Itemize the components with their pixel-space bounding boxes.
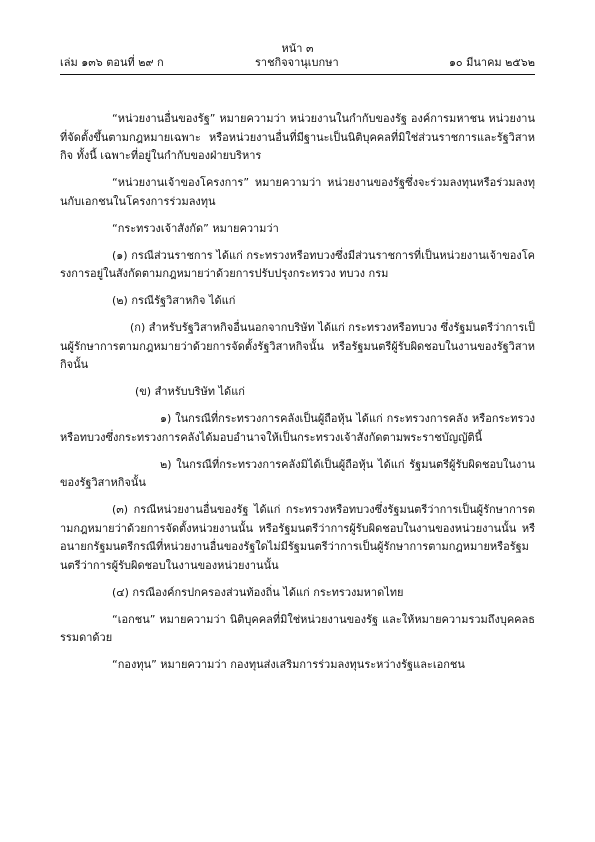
body-paragraph: (๑) กรณีส่วนราชการ ได้แก่ กระทรวงหรือทบวงซึ่งมีส่วนราชการที่เป็นหน่วยงานเจ้าของโครงการอยู่ในสังกัดตามกฎหมายว่าด้วยการปรับปรุงกระทรวง ทบวง กรม	[60, 248, 535, 280]
issue-number: เล่ม ๑๓๖ ตอนที่ ๒๙ ก	[60, 56, 164, 69]
header-rule	[60, 74, 535, 75]
gazette-header	[60, 56, 535, 74]
body-paragraph: “หน่วยงานอื่นของรัฐ” หมายความว่า หน่วยงานในกำกับของรัฐ องค์การมหาชน หน่วยงานที่จัดตั้งขึ้นตามกฎหมายเฉพาะ หรือหน่วยงานอื่นที่มีฐานะเป็นนิติบุคคลที่มิใช่ส่วนราชการและรัฐวิสาหกิจ ทั้งนี้ เฉพาะที่อยู่ในกำกับของฝ่ายบริหาร	[60, 112, 535, 162]
body-paragraph: (๓) กรณีหน่วยงานอื่นของรัฐ ได้แก่ กระทรวงหรือทบวงซึ่งรัฐมนตรีว่าการเป็นผู้รักษาการตามกฎหมายว่าด้วยการจัดตั้งหน่วยงานนั้น หรือรัฐมนตรีว่าการผู้รับผิดชอบในงานของหน่วยงานนั้น หรือนายกรัฐมนตรีกรณีที่หน่วยงานอื่นของรัฐใดไม่มีรัฐมนตรีว่าการเป็นผู้รักษาการตามกฎหมายหรือรัฐมนตรีว่าการผู้รับผิดชอบในงานของหน่วยงานนั้น	[60, 503, 535, 572]
body-paragraph: ๑) ในกรณีที่กระทรวงการคลังเป็นผู้ถือหุ้น ได้แก่ กระทรวงการคลัง หรือกระทรวงหรือทบวงซึ่งกระทรวงการคลังได้มอบอำนาจให้เป็นกระทรวงเจ้าสังกัดตามพระราชบัญญัตินี้	[60, 412, 535, 444]
page-number: หน้า ๓	[281, 42, 314, 55]
body-paragraph: “เอกชน” หมายความว่า นิติบุคคลที่มิใช่หน่วยงานของรัฐ และให้หมายความรวมถึงบุคคลธรรมดาด้วย	[60, 612, 535, 644]
publication-date: ๑๐ มีนาคม ๒๕๖๒	[448, 56, 535, 69]
body-paragraph: “หน่วยงานเจ้าของโครงการ” หมายความว่า หน่วยงานของรัฐซึ่งจะร่วมลงทุนหรือร่วมลงทุนกับเอกชนในโครงการร่วมลงทุน	[60, 176, 535, 208]
body-paragraph: (ข) สำหรับบริษัท ได้แก่	[135, 385, 245, 398]
body-paragraph: (๒) กรณีรัฐวิสาหกิจ ได้แก่	[112, 294, 236, 307]
document-body	[60, 110, 535, 683]
gazette-name: ราชกิจจานุเบกษา	[255, 56, 339, 69]
body-paragraph: “กองทุน” หมายความว่า กองทุนส่งเสริมการร่วมลงทุนระหว่างรัฐและเอกชน	[112, 658, 465, 671]
body-paragraph: (๔) กรณีองค์กรปกครองส่วนท้องถิ่น ได้แก่ กระทรวงมหาดไทย	[112, 585, 404, 599]
body-paragraph: (ก) สำหรับรัฐวิสาหกิจอื่นนอกจากบริษัท ได้แก่ กระทรวงหรือทบวง ซึ่งรัฐมนตรีว่าการเป็นผู้รักษาการตามกฎหมายว่าด้วยการจัดตั้งรัฐวิสาหกิจนั้น หรือรัฐมนตรีผู้รับผิดชอบในงานของรัฐวิสาหกิจนั้น	[60, 321, 535, 371]
body-paragraph: ๒) ในกรณีที่กระทรวงการคลังมิได้เป็นผู้ถือหุ้น ได้แก่ รัฐมนตรีผู้รับผิดชอบในงานของรัฐวิสาหกิจนั้น	[60, 457, 535, 489]
body-paragraph: “กระทรวงเจ้าสังกัด” หมายความว่า	[112, 221, 279, 235]
